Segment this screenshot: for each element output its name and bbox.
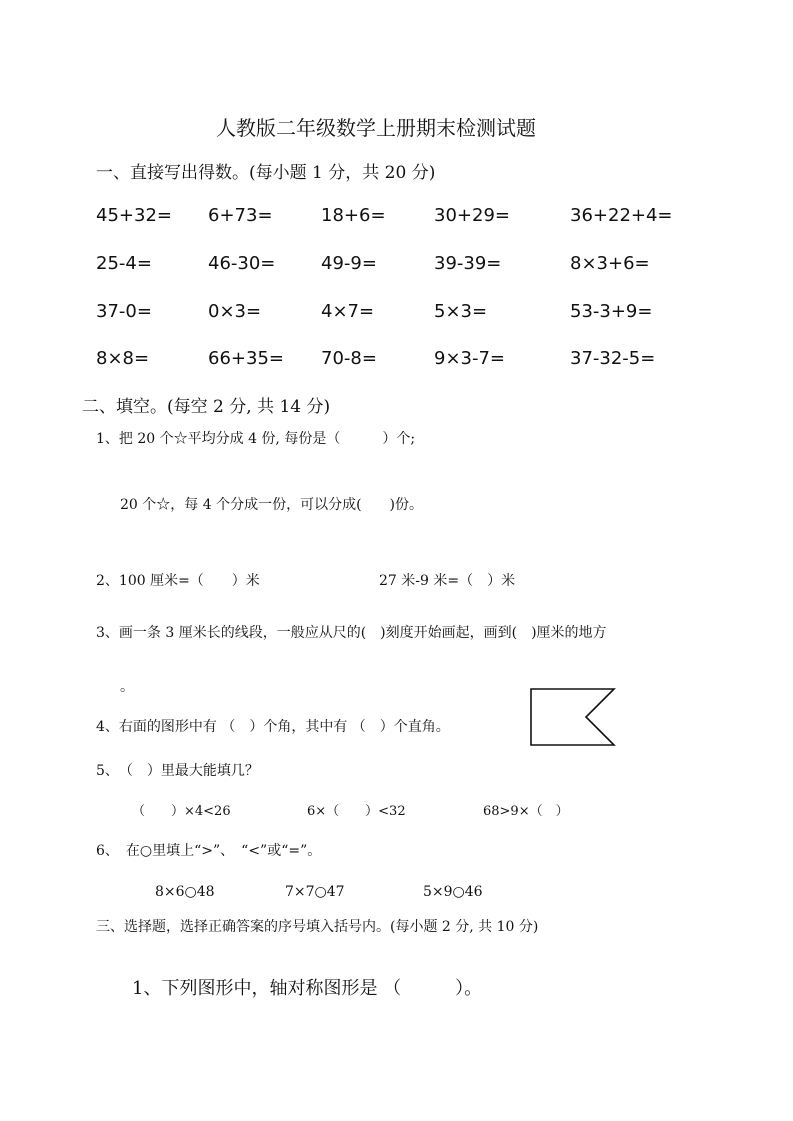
section3-heading: 三、选择题，选择正确答案的序号填入括号内。(每小题 2 分, 共 10 分) <box>96 919 539 935</box>
question-3-1: 1、下列图形中，轴对称图形是 （ ）。 <box>132 978 483 999</box>
question-2-5-item-1: （ ）×4<26 <box>132 804 231 819</box>
calc-r4-c2: 66+35= <box>208 348 284 369</box>
calc-r4-c5: 37-32-5= <box>570 348 656 369</box>
calc-r2-c4: 39-39= <box>434 253 502 274</box>
section1-heading: 一、直接写出得数。(每小题 1 分，共 20 分) <box>96 163 436 183</box>
page-title: 人教版二年级数学上册期末检测试题 <box>216 116 536 140</box>
calc-r2-c1: 25-4= <box>96 253 152 274</box>
question-2-5-item-3: 68>9×（ ） <box>483 804 569 819</box>
calc-r1-c2: 6+73= <box>208 205 273 226</box>
question-2-5: 5、 （ ）里最大能填几？ <box>96 763 259 779</box>
question-2-4: 4、右面的图形中有 （ ）个角，其中有 （ ）个直角。 <box>96 719 450 735</box>
question-2-6-item-3: 5×9○46 <box>423 884 483 900</box>
calc-r2-c5: 8×3+6= <box>570 253 650 274</box>
question-2-6: 6、 在○里填上“>”、 “<”或“=”。 <box>96 843 322 859</box>
calc-r2-c3: 49-9= <box>321 253 377 274</box>
question-2-5-item-2: 6×（ ）<32 <box>307 804 406 819</box>
calc-r3-c1: 37-0= <box>96 301 152 322</box>
calc-r4-c3: 70-8= <box>321 348 377 369</box>
calc-r4-c4: 9×3-7= <box>434 348 506 369</box>
calc-r2-c2: 46-30= <box>208 253 276 274</box>
calc-r1-c4: 30+29= <box>434 205 510 226</box>
question-2-6-item-2: 7×7○47 <box>285 884 345 900</box>
calc-r4-c1: 8×8= <box>96 348 150 369</box>
calc-r3-c4: 5×3= <box>434 301 488 322</box>
flag-shape-outline <box>531 689 614 745</box>
calc-r3-c5: 53-3+9= <box>570 301 653 322</box>
flag-shape-figure <box>528 686 620 748</box>
question-2-3: 3、画一条 3 厘米长的线段，一般应从尺的( )刻度开始画起，画到( )厘米的地方 <box>96 625 607 641</box>
calc-r3-c3: 4×7= <box>321 301 375 322</box>
calc-r1-c5: 36+22+4= <box>570 205 673 226</box>
question-2-6-item-1: 8×6○48 <box>155 884 215 900</box>
calc-r3-c2: 0×3= <box>208 301 262 322</box>
calc-r1-c3: 18+6= <box>321 205 386 226</box>
question-2-3-tail: 。 <box>120 679 134 695</box>
section2-heading: 二、填空。(每空 2 分, 共 14 分) <box>82 397 331 417</box>
calc-r1-c1: 45+32= <box>96 205 172 226</box>
question-2-2-part-b: 27 米-9 米=（ ）米 <box>379 573 516 589</box>
question-2-2-part-a: 2、100 厘米=（ ）米 <box>96 573 260 589</box>
question-2-1-part-a: 1、把 20 个☆平均分成 4 份, 每份是（ ）个; <box>96 431 416 447</box>
question-2-1-part-b: 20 个☆，每 4 个分成一份，可以分成( )份。 <box>120 497 423 513</box>
